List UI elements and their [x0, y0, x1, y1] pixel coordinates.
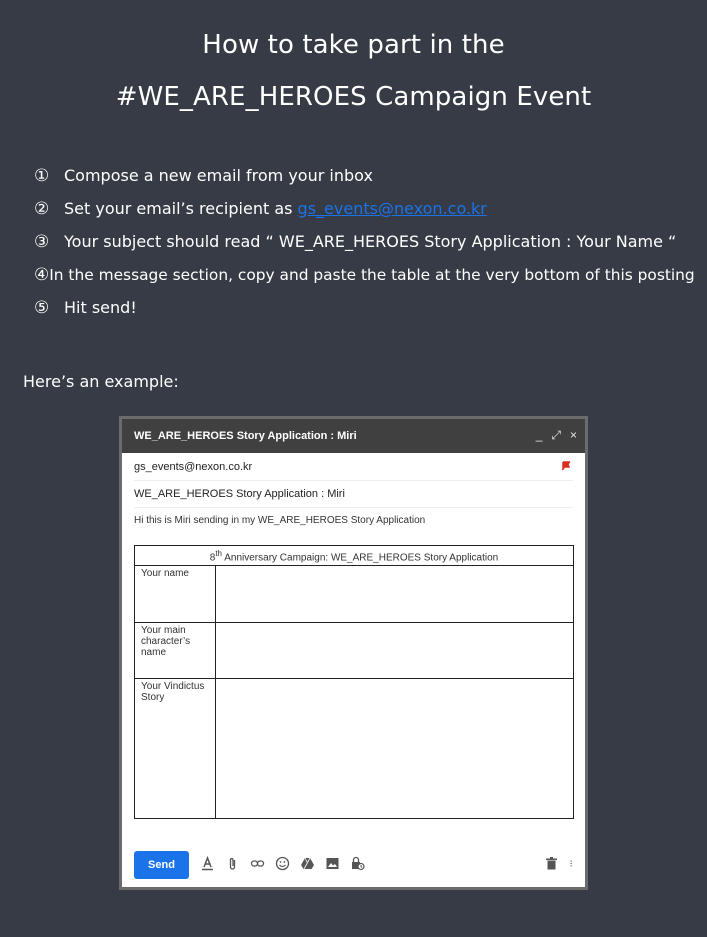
- table-row: [135, 679, 574, 819]
- composer-title: WE_ARE_HEROES Story Application : Miri: [134, 430, 357, 442]
- formatting-toolbar: [200, 856, 365, 871]
- close-icon[interactable]: ×: [569, 428, 577, 442]
- expand-icon[interactable]: ⤢: [551, 428, 561, 442]
- steps-list: [34, 165, 694, 330]
- step-number: ④: [34, 265, 50, 285]
- composer-header: [122, 419, 585, 453]
- message-body[interactable]: [134, 507, 573, 534]
- trash-icon[interactable]: [544, 856, 559, 871]
- format-text-icon[interactable]: [200, 856, 215, 871]
- subject-field[interactable]: [134, 480, 573, 508]
- subject-value: WE_ARE_HEROES Story Application : Miri: [134, 487, 345, 500]
- recipient-value: gs_events@nexon.co.kr: [134, 460, 253, 473]
- page-title-line2: #WE_ARE_HEROES Campaign Event: [115, 82, 592, 112]
- step-text-prefix: Set your email’s recipient as: [64, 199, 298, 218]
- composer-window: [122, 419, 585, 887]
- step-text: Your subject should read “ WE_ARE_HEROES Story Application : Your Name “: [64, 232, 677, 251]
- row-value[interactable]: [216, 622, 574, 678]
- confidential-mode-icon[interactable]: [350, 856, 365, 871]
- step-3: [34, 231, 694, 264]
- step-number: ⑤: [34, 298, 50, 318]
- photo-icon[interactable]: [325, 856, 340, 871]
- minimize-icon[interactable]: _: [535, 428, 543, 442]
- step-1: [34, 165, 694, 198]
- example-label: Here’s an example:: [23, 372, 179, 391]
- window-controls: [536, 428, 577, 443]
- header-number: 8: [209, 552, 216, 564]
- header-text: Anniversary Campaign: WE_ARE_HEROES Story Application: [222, 552, 499, 564]
- message-text: Hi this is Miri sending in my WE_ARE_HEROES Story Application: [134, 515, 426, 526]
- recipient-field[interactable]: [134, 453, 573, 481]
- step-number: ③: [34, 232, 50, 252]
- step-text: Hit send!: [64, 298, 137, 317]
- step-number: ②: [34, 199, 50, 219]
- table-row: [135, 622, 574, 678]
- step-text: Compose a new email from your inbox: [64, 166, 373, 185]
- table-header: [135, 546, 574, 566]
- step-4: [34, 264, 694, 297]
- more-options-icon[interactable]: [569, 856, 577, 871]
- link-icon[interactable]: [250, 856, 265, 871]
- step-text: [64, 198, 487, 220]
- email-link[interactable]: gs_events@nexon.co.kr: [297, 199, 487, 218]
- right-toolbar: [544, 856, 577, 871]
- row-label: Your main character’s name: [135, 622, 216, 678]
- flag-icon[interactable]: [561, 461, 571, 471]
- application-table: [134, 545, 574, 819]
- drive-icon[interactable]: [300, 856, 315, 871]
- step-2: [34, 198, 694, 231]
- row-label: Your name: [135, 566, 216, 622]
- page-title-line1: How to take part in the: [202, 30, 505, 60]
- row-value[interactable]: [216, 566, 574, 622]
- header-superscript: th: [215, 549, 222, 558]
- table-row: [135, 566, 574, 622]
- email-composer-screenshot: [119, 416, 588, 890]
- row-label: Your Vindictus Story: [135, 679, 216, 819]
- step-5: [34, 297, 694, 330]
- send-button[interactable]: Send: [134, 851, 189, 879]
- step-number: ①: [34, 166, 50, 186]
- attach-icon[interactable]: [225, 856, 240, 871]
- row-value[interactable]: [216, 679, 574, 819]
- emoji-icon[interactable]: [275, 856, 290, 871]
- step-text: In the message section, copy and paste the table at the very bottom of this posting: [49, 266, 695, 284]
